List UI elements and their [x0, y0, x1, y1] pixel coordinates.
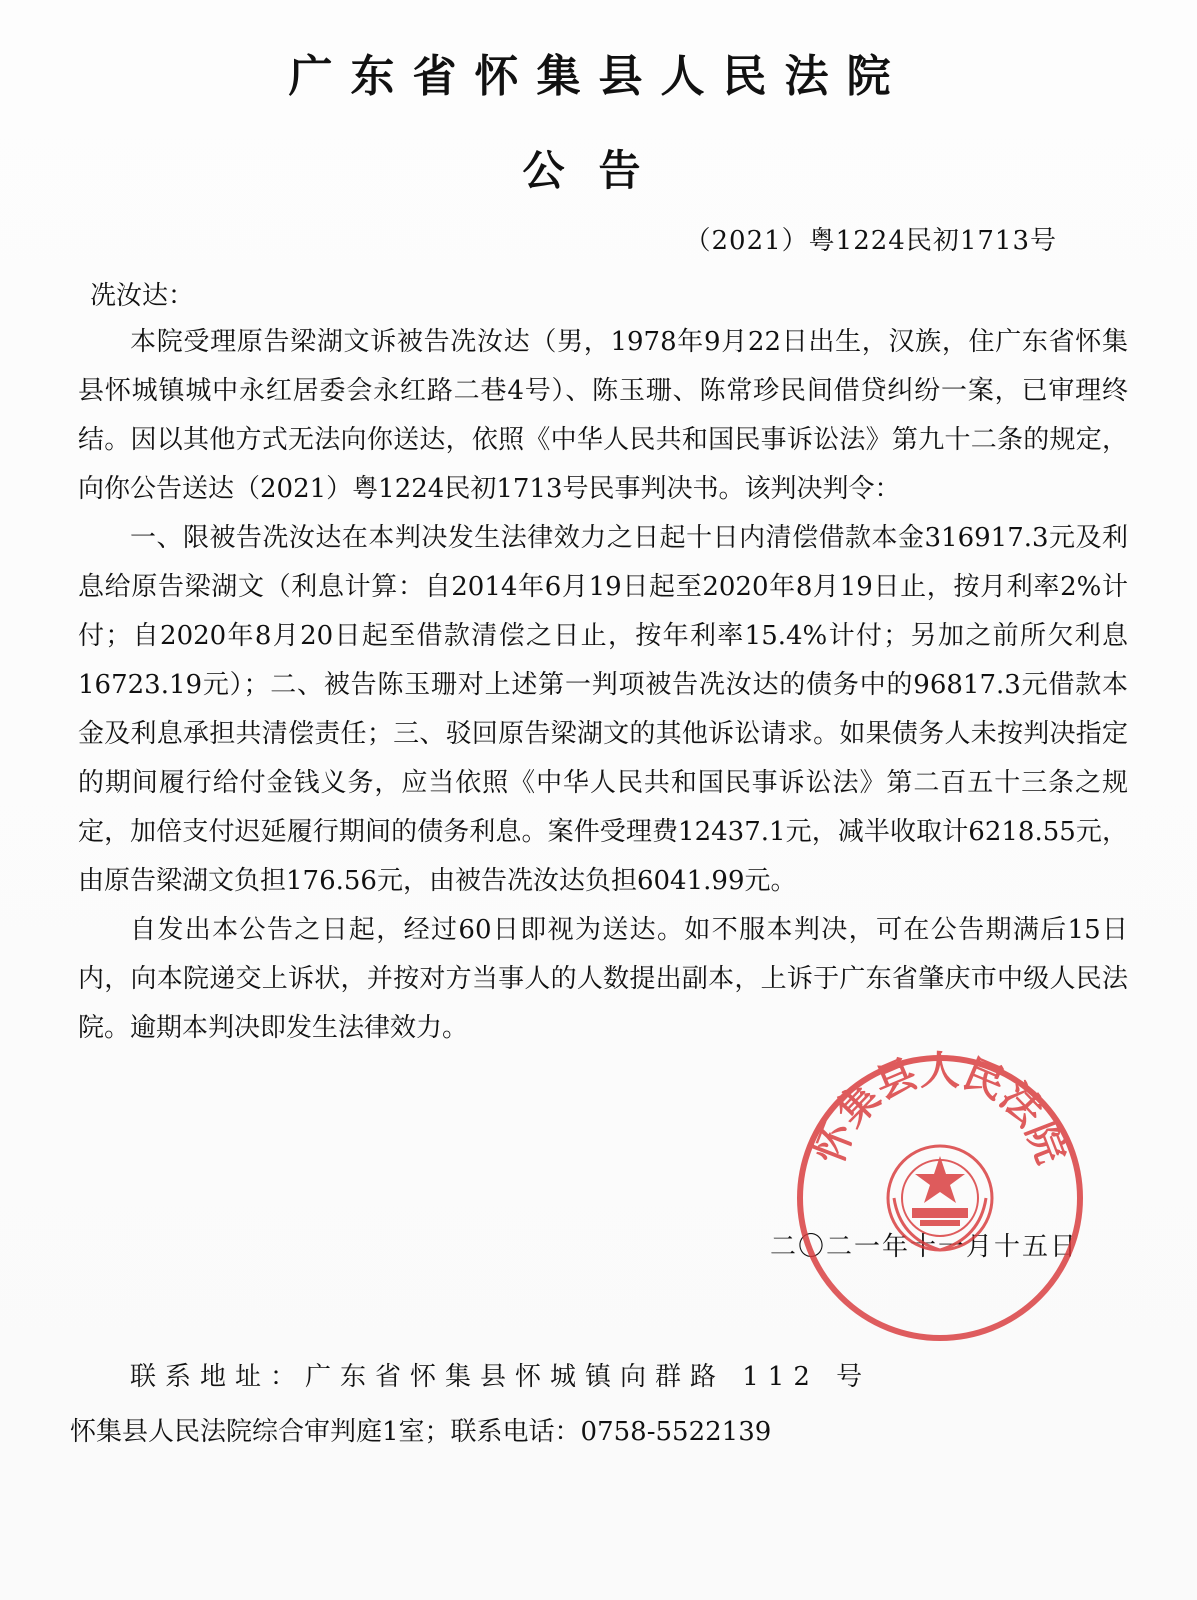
- issue-date: 二〇二一年十一月十五日: [770, 1232, 1079, 1262]
- addressee: 冼汝达：: [90, 281, 195, 311]
- court-name: 广东省怀集县人民法院: [288, 51, 909, 102]
- seal-ring: [800, 1058, 1080, 1338]
- contact-address: 联系地址：广东省怀集县怀城镇向群路 112 号: [130, 1362, 872, 1392]
- contact-phone: 怀集县人民法院综合审判庭1室；联系电话：0758-5522139: [70, 1417, 772, 1447]
- contact-info: [70, 1350, 1070, 1460]
- notice-body: [78, 318, 1128, 1053]
- document-title: 公告: [522, 146, 675, 195]
- paragraph-case-intro: 本院受理原告梁湖文诉被告冼汝达（男，1978年9月22日出生，汉族，住广东省怀集县怀城镇城中永红居委会永红路二巷4号）、陈玉珊、陈常珍民间借贷纠纷一案，已审理终结。因以其他方式无法向你送达，依照《中华人民共和国民事诉讼法》第九十二条的规定，向你公告送达（2021）粤1224民初1713号民事判决书。该判决判令：: [78, 327, 1128, 504]
- seal-text: 怀集县人民法院: [805, 1048, 1075, 1170]
- paragraph-service-notice: 自发出本公告之日起，经过60日即视为送达。如不服本判决，可在公告期满后15日内，向本院递交上诉状，并按对方当事人的人数提出副本，上诉于广东省肇庆市中级人民法院。逾期本判决即发生法律效力。: [78, 915, 1128, 1043]
- paragraph-judgment: 一、限被告冼汝达在本判决发生法律效力之日起十日内清偿借款本金316917.3元及利息给原告梁湖文（利息计算：自2014年6月19日起至2020年8月19日止，按月利率2%计付；自2020年8月20日起至借款清偿之日止，按年利率15.4%计付；另加之前所欠利息16723.19元）；二、被告陈玉珊对上述第一判项被告冼汝达的债务中的96817.3元借款本金及利息承担共清偿责任；三、驳回原告梁湖文的其他诉讼请求。如果债务人未按判决指定的期间履行给付金钱义务，应当依照《中华人民共和国民事诉讼法》第二百五十三条之规定，加倍支付迟延履行期间的债务利息。案件受理费12437.1元，减半收取计6218.55元，由原告梁湖文负担176.56元，由被告冼汝达负担6041.99元。: [78, 523, 1128, 896]
- case-number: （2021）粤1224民初1713号: [684, 226, 1057, 256]
- court-seal-stamp: [790, 1048, 1090, 1348]
